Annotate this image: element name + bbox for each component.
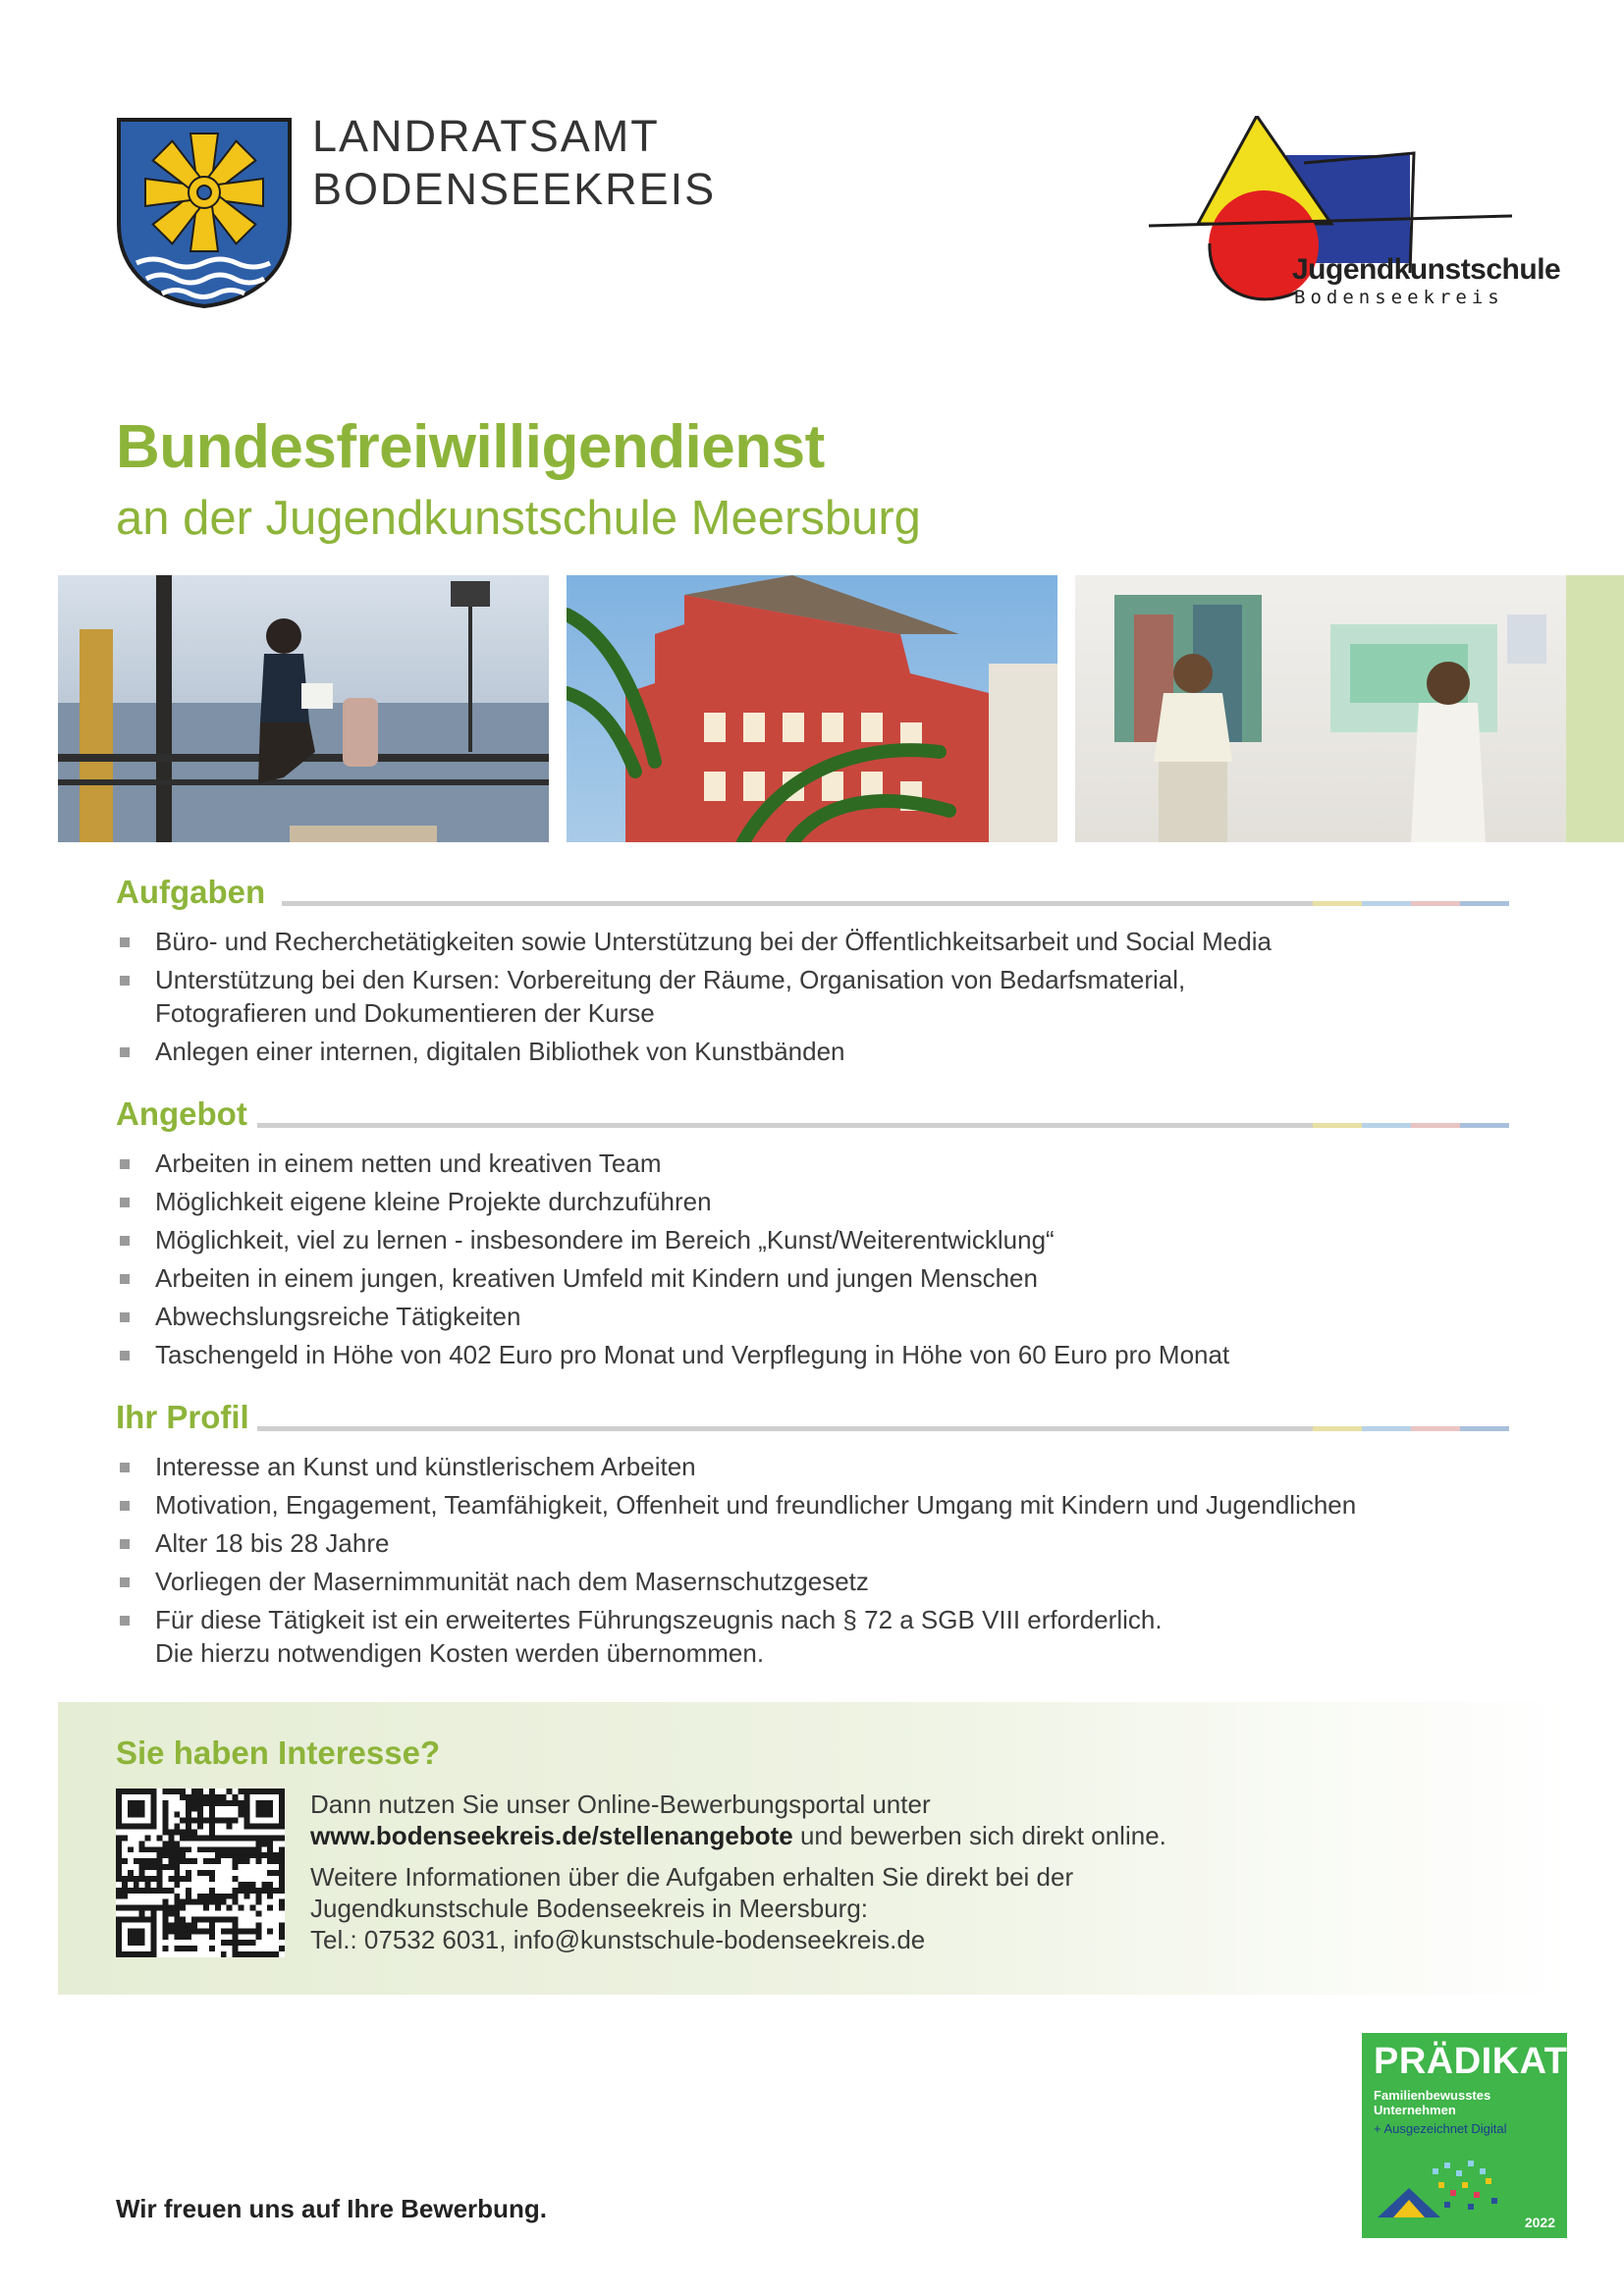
- list-item: [116, 963, 1520, 1030]
- list-item-text: Möglichkeit, viel zu lernen - insbesondere im Bereich „Kunst/Weiterentwicklung“: [155, 1225, 1055, 1255]
- list-item-text: Taschengeld in Höhe von 402 Euro pro Monat und Verpflegung in Höhe von 60 Euro pro Monat: [155, 1340, 1230, 1369]
- badge-subtitle-line: Unternehmen: [1374, 2103, 1456, 2117]
- list-item-text: Büro- und Recherchetätigkeiten sowie Unterstützung bei der Öffentlichkeitsarbeit und Social Media: [155, 927, 1272, 956]
- list-item-text: Anlegen einer internen, digitalen Bibliothek von Kunstbänden: [155, 1037, 845, 1066]
- badge-digital: + Ausgezeichnet Digital: [1374, 2121, 1507, 2136]
- badge-subtitle: [1374, 2088, 1490, 2117]
- portal-link[interactable]: www.bodenseekreis.de/stellenangebote: [310, 1821, 793, 1850]
- interest-paragraph: [310, 1789, 1508, 1851]
- school-logo-sub: Bodenseekreis: [1294, 287, 1504, 308]
- list-item-text: Interesse an Kunst und künstlerischem Arbeiten: [155, 1452, 696, 1481]
- list-item-text: Alter 18 bis 28 Jahre: [155, 1528, 390, 1558]
- list-item-text: Abwechslungsreiche Tätigkeiten: [155, 1302, 521, 1331]
- artists-painting-photo: [1075, 575, 1566, 842]
- list-item-text: Vorliegen der Masernimmunität nach dem Masernschutzgesetz: [155, 1567, 869, 1596]
- section-heading-angebot: Angebot: [116, 1095, 247, 1132]
- person-sketching-at-lake-photo: [58, 575, 549, 842]
- photo-strip-accent: [1566, 575, 1624, 842]
- authority-name: [312, 110, 716, 216]
- list-item-text: Fotografieren und Dokumentieren der Kurse: [155, 998, 655, 1028]
- interest-text: [310, 1789, 1508, 1965]
- list-item: [116, 1147, 1520, 1180]
- page-title: Bundesfreiwilligendienst: [116, 413, 825, 481]
- badge-title: PRÄDIKAT: [1374, 2041, 1568, 2082]
- family-mosaic-icon: [1374, 2149, 1521, 2232]
- contact-line[interactable]: Tel.: 07532 6031, info@kunstschule-bodenseekreis.de: [310, 1925, 926, 1954]
- list-item: [116, 1488, 1520, 1522]
- portal-intro: Dann nutzen Sie unser Online-Bewerbungsportal unter: [310, 1789, 931, 1819]
- praedikat-badge: [1362, 2033, 1567, 2238]
- section-divider: [257, 1123, 1509, 1128]
- list-item-text: Für diese Tätigkeit ist ein erweitertes Führungszeugnis nach § 72 a SGB VIII erforderlich.: [155, 1605, 1163, 1634]
- aufgaben-list: [116, 925, 1520, 1073]
- red-historic-building-photo: [567, 575, 1057, 842]
- info-line: Weitere Informationen über die Aufgaben erhalten Sie direkt bei der: [310, 1862, 1074, 1892]
- contact-paragraph: [310, 1861, 1508, 1955]
- profil-list: [116, 1450, 1520, 1675]
- list-item: [116, 1526, 1520, 1560]
- badge-year: 2022: [1524, 2215, 1555, 2230]
- list-item-text: Motivation, Engagement, Teamfähigkeit, Offenheit und freundlicher Umgang mit Kindern und Jugendlichen: [155, 1490, 1357, 1520]
- portal-rest: und bewerben sich direkt online.: [792, 1821, 1166, 1850]
- list-item: [116, 1035, 1520, 1068]
- qr-code-icon[interactable]: [116, 1789, 285, 1957]
- info-line: Jugendkunstschule Bodenseekreis in Meersburg:: [310, 1894, 869, 1923]
- page-subtitle: an der Jugendkunstschule Meersburg: [116, 492, 921, 545]
- list-item: [116, 1223, 1520, 1256]
- section-divider: [282, 901, 1509, 906]
- list-item-text: Arbeiten in einem netten und kreativen Team: [155, 1148, 662, 1178]
- list-item: [116, 1338, 1520, 1371]
- list-item-text: Möglichkeit eigene kleine Projekte durchzuführen: [155, 1187, 712, 1216]
- authority-name-line: BODENSEEKREIS: [312, 164, 717, 214]
- closing-line: Wir freuen uns auf Ihre Bewerbung.: [116, 2194, 547, 2223]
- list-item: [116, 1603, 1520, 1670]
- section-heading-aufgaben: Aufgaben: [116, 874, 266, 910]
- section-divider: [257, 1426, 1509, 1431]
- badge-subtitle-line: Familienbewusstes: [1374, 2088, 1491, 2103]
- list-item: [116, 1450, 1520, 1483]
- list-item: [116, 925, 1520, 958]
- authority-name-line: LANDRATSAMT: [312, 111, 660, 161]
- list-item-text: Die hierzu notwendigen Kosten werden übernommen.: [155, 1638, 765, 1668]
- school-logo-name: Jugendkunstschule: [1292, 253, 1561, 286]
- angebot-list: [116, 1147, 1520, 1376]
- section-heading-ihr-profil: Ihr Profil: [116, 1399, 249, 1435]
- list-item: [116, 1565, 1520, 1598]
- list-item: [116, 1300, 1520, 1333]
- interest-heading: Sie haben Interesse?: [116, 1735, 441, 1771]
- landratsamt-crest-icon: [115, 116, 294, 308]
- list-item-text: Unterstützung bei den Kursen: Vorbereitung der Räume, Organisation von Bedarfsmaterial,: [155, 965, 1186, 994]
- list-item: [116, 1261, 1520, 1295]
- list-item-text: Arbeiten in einem jungen, kreativen Umfeld mit Kindern und jungen Menschen: [155, 1263, 1038, 1293]
- list-item: [116, 1185, 1520, 1218]
